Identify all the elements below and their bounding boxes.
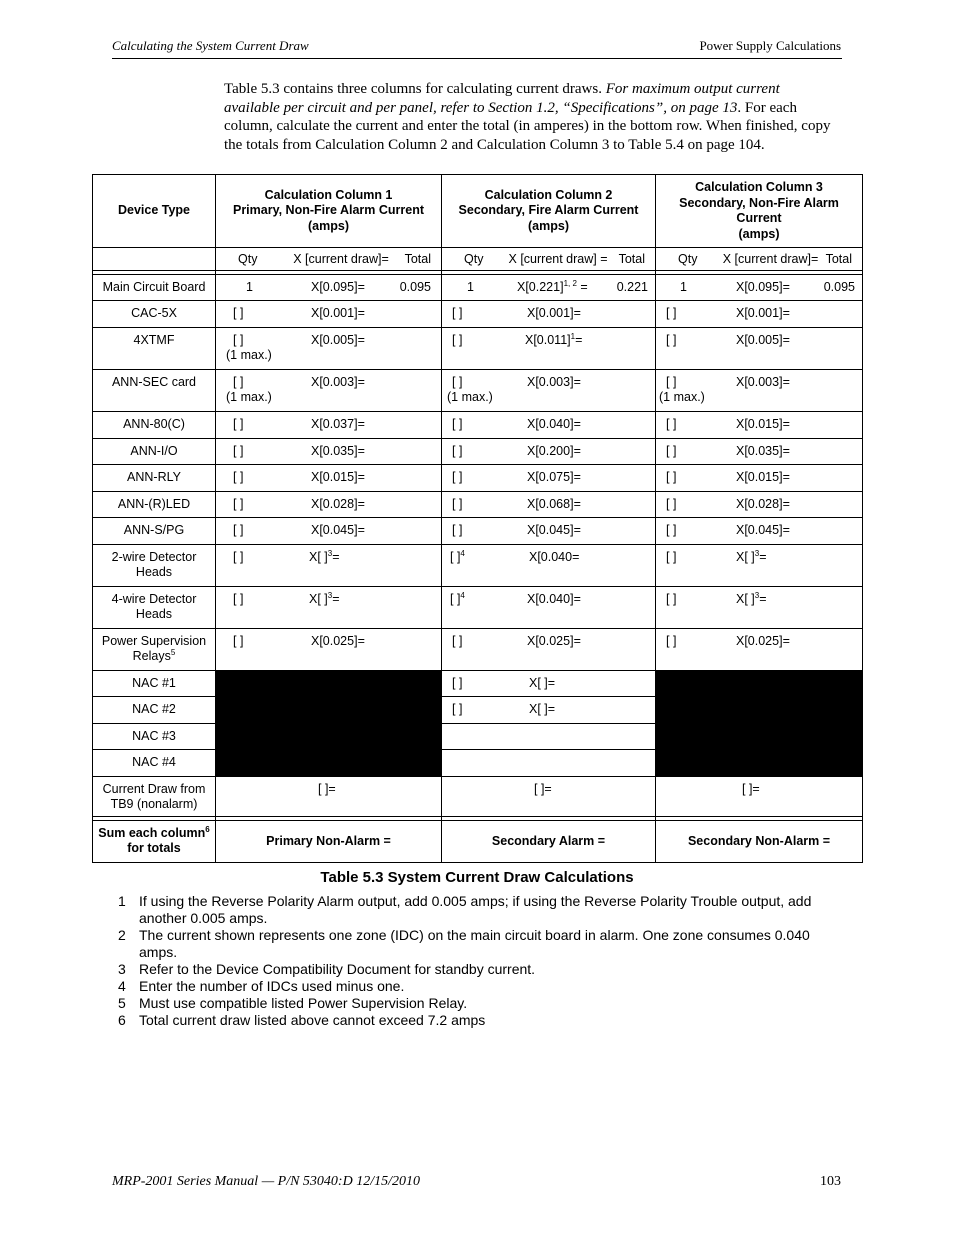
table-row: 4-wire Detector Heads [ ] X[ ]$^3$= [ ]$^4$ X[0.040]= [ ] X[ ]$^3$= [93, 587, 863, 629]
col3-nac-blocked [656, 671, 863, 777]
footnote: 4 Enter the number of IDCs used minus one. [118, 978, 405, 994]
intro-text-1: Table 5.3 contains three columns for calculating current draws. [224, 81, 606, 97]
table-caption: Table 5.3 System Current Draw Calculations [320, 869, 634, 886]
table-row: ANN-I/O [ ] X[0.035]= [ ] X[0.200]= [ ] X[0.035]= [93, 439, 863, 465]
footnotes [118, 893, 818, 1029]
footnote: 1 If using the Reverse Polarity Alarm output, add 0.005 amps; if using the Reverse Polarity Trouble output, add another 0.005 amps. [118, 893, 812, 926]
page-number: 103 [820, 1174, 841, 1189]
footnote: 5 Must use compatible listed Power Supervision Relay. [118, 995, 468, 1011]
table-row: NAC #3 [93, 724, 863, 750]
table-row: ANN-RLY [ ] X[0.015]= [ ] X[0.075]= [ ] X[0.015]= [93, 465, 863, 492]
table-row: Power Supervision Relays$^5$ [ ] X[0.025]= [ ] X[0.025]= [ ] X[0.025]= [93, 629, 863, 671]
table-row: CAC-5X [ ] X[0.001]= [ ] X[0.001]= [ ] X[0.001]= [93, 301, 863, 328]
col2-header: Calculation Column 2 Secondary, Fire Alarm Current (amps) [442, 175, 656, 248]
table-row: 4XTMF [ ] (1 max.) X[0.005]= [ ] $X[0.011]^1=$ [ ] X[0.005]= [93, 328, 863, 370]
intro-paragraph [224, 80, 836, 154]
table-row: NAC #1 [ ] X[ ]= [93, 671, 863, 697]
sum-row: Sum each column$^6$ for totals Primary Non-Alarm = Secondary Alarm = Secondary Non-Alarm = [93, 821, 863, 863]
col3-subheader: Qty X [current draw]= Total [656, 248, 863, 271]
footnote: 6 Total current draw listed above cannot exceed 7.2 amps [118, 1012, 486, 1028]
col3-header: Calculation Column 3 Secondary, Non-Fire Alarm Current (amps) [656, 175, 863, 248]
table-row: ANN-(R)LED [ ] X[0.028]= [ ] X[0.068]= [ ] X[0.028]= [93, 492, 863, 518]
table-row: ANN-S/PG [ ] X[0.045]= [ ] X[0.045]= [ ] X[0.045]= [93, 518, 863, 545]
table-row: Main Circuit Board 1 X[0.095]= 0.095 1 $X[0.221]^{1, 2}$ = 0.221 1 X[0.095]= 0.095 [93, 275, 863, 301]
table-row: NAC #4 [93, 750, 863, 777]
current-draw-table [92, 174, 863, 863]
intro-text-2: . For each column, calculate the current and enter the total (in amperes) in the bottom row. When finished, copy the totals from Calculation Column 2 and Calculation Column 3 to Table 5.4 on page 104. [224, 99, 831, 153]
intro-text-italic: For maximum output current available per circuit and per panel, refer to Section 1.2, “Specifications”, on page 13 [224, 81, 780, 116]
table-row: ANN-80(C) [ ] X[0.037]= [ ] X[0.040]= [ ] X[0.015]= [93, 412, 863, 439]
footnote: 2 The current shown represents one zone (IDC) on the main circuit board in alarm. One zone consumes 0.040 amps. [118, 927, 810, 960]
device-type-header: Device Type [93, 175, 216, 248]
col1-nac-blocked [216, 671, 442, 777]
col1-subheader: Qty X [current draw]= Total [216, 248, 442, 271]
running-header-section: Calculating the System Current Draw [112, 38, 309, 53]
table-row: ANN-SEC card [ ] (1 max.) X[0.003]= [ ] (1 max.) X[0.003]= [ ] (1 max.) X[0.003]= [93, 370, 863, 412]
header-rule [112, 58, 842, 59]
table-header-row [93, 175, 863, 248]
sub-header-row [93, 248, 863, 271]
col1-header: Calculation Column 1 Primary, Non-Fire Alarm Current (amps) [216, 175, 442, 248]
table-row: NAC #2 [ ] X[ ]= [93, 697, 863, 724]
footer-manual: MRP-2001 Series Manual — P/N 53040:D 12/15/2010 [112, 1174, 420, 1189]
table-row: 2-wire Detector Heads [ ] X[ ]$^3$= [ ]$^4$ X[0.040= [ ] X[ ]$^3$= [93, 545, 863, 587]
table-row: Current Draw from TB9 (nonalarm) [ ]= [ ]= [ ]= [93, 777, 863, 817]
footnote: 3 Refer to the Device Compatibility Document for standby current. [118, 961, 536, 977]
col2-subheader: Qty X [current draw] = Total [442, 248, 656, 271]
running-header-chapter: Power Supply Calculations [699, 38, 841, 53]
